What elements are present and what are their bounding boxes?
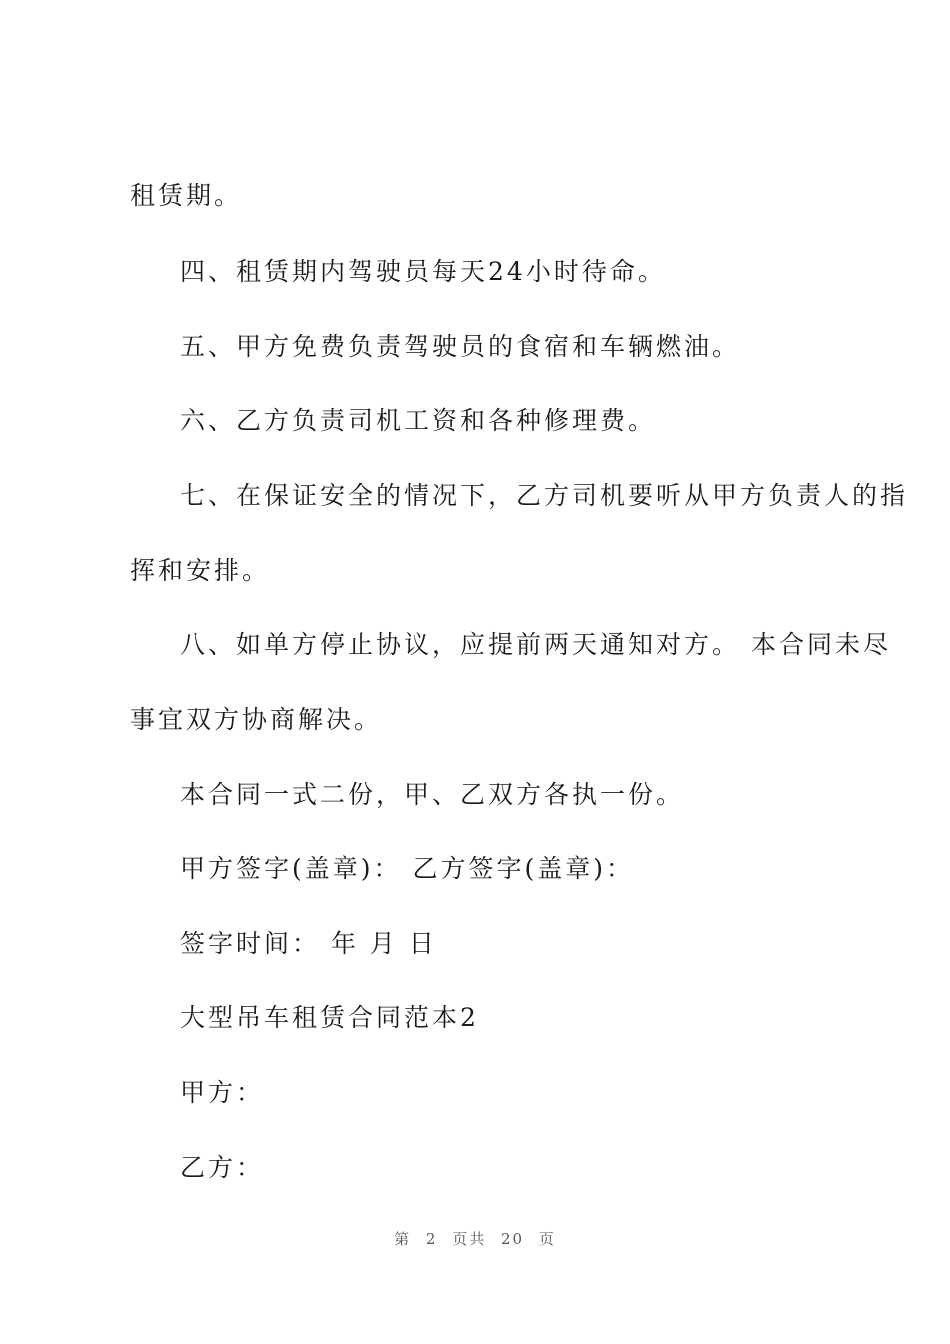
party-b-label: 乙方：: [180, 1153, 265, 1182]
page-footer: 第 2 页共 20 页: [394, 1230, 556, 1248]
clause-six: 六、乙方负责司机工资和各种修理费。: [180, 406, 657, 435]
signature-line: 甲方签字(盖章)： 乙方签字(盖章)：: [180, 854, 634, 883]
clause-eight-continuation: 事宜双方协商解决。: [130, 705, 383, 734]
paragraph-continuation: 租赁期。: [130, 181, 243, 210]
signature-date: 签字时间： 年 月 日: [180, 929, 437, 958]
clause-seven-continuation: 挥和安排。: [130, 556, 271, 585]
copies-statement: 本合同一式二份，甲、乙双方各执一份。: [180, 780, 685, 809]
clause-four: 四、租赁期内驾驶员每天24小时待命。: [180, 257, 666, 286]
party-a-label: 甲方：: [180, 1078, 265, 1107]
clause-eight: 八、如单方停止协议，应提前两天通知对方。 本合同未尽: [180, 630, 891, 659]
clause-seven: 七、在保证安全的情况下，乙方司机要听从甲方负责人的指: [180, 481, 909, 510]
clause-five: 五、甲方免费负责驾驶员的食宿和车辆燃油。: [180, 332, 741, 361]
contract-title: 大型吊车租赁合同范本2: [180, 1003, 479, 1032]
